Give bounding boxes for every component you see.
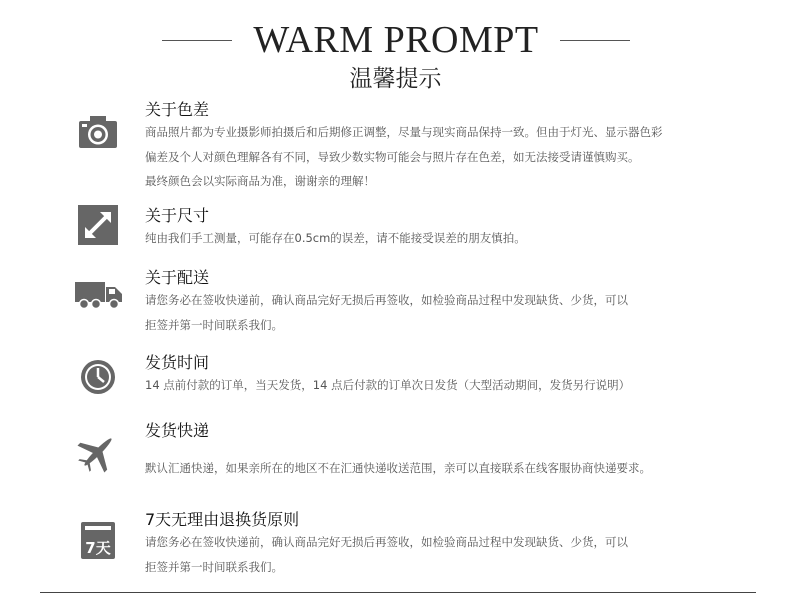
section-text-line: 偏差及个人对颜色理解各有不同，导致少数实物可能会与照片存在色差，如无法接受请谨慎购买。 (145, 150, 640, 164)
section-text-line: 最终颜色会以实际商品为准，谢谢亲的理解！ (145, 174, 375, 188)
bottom-divider (40, 592, 756, 593)
section-text-line: 纯由我们手工测量，可能存在0.5cm的误差，请不能接受误差的朋友慎拍。 (145, 231, 526, 245)
truck-icon (74, 272, 124, 316)
calendar-7-days-icon (76, 518, 120, 562)
section-text-line: 请您务必在签收快递前，确认商品完好无损后再签收，如检验商品过程中发现缺货、少货，可以 (145, 293, 628, 307)
section-heading: 关于尺寸 (145, 206, 210, 225)
header (0, 18, 791, 62)
clock-icon (76, 355, 120, 399)
section-text-line: 请您务必在签收快递前，确认商品完好无损后再签收，如检验商品过程中发现缺货、少货，可以 (145, 535, 628, 549)
page-title-cn: 温馨提示 (349, 66, 442, 92)
section-heading: 发货时间 (145, 353, 210, 372)
section-heading: 7天无理由退换货原则 (145, 510, 300, 529)
section-text-line: 默认汇通快递，如果亲所在的地区不在汇通快递收送范围，亲可以直接联系在线客服协商快递要求。 (145, 461, 651, 475)
section-heading: 关于配送 (145, 268, 210, 287)
title-divider-left (162, 40, 232, 41)
section-text-line: 商品照片都为专业摄影师拍摄后和后期修正调整，尽量与现实商品保持一致。但由于灯光、显示器色彩 (145, 125, 663, 139)
resize-arrow-icon (76, 203, 120, 247)
section-text-line: 拒签并第一时间联系我们。 (145, 560, 283, 574)
section-text-line: 拒签并第一时间联系我们。 (145, 318, 283, 332)
title-divider-right (560, 40, 630, 41)
page-title-en: WARM PROMPT (253, 19, 539, 61)
camera-icon (76, 110, 120, 154)
section-heading: 发货快递 (145, 421, 210, 440)
section-heading: 关于色差 (145, 100, 210, 119)
calendar-icon-label: 7天 (85, 539, 111, 557)
airplane-icon (76, 430, 120, 474)
section-text-line: 14 点前付款的订单，当天发货，14 点后付款的订单次日发货（大型活动期间，发货另行说明） (145, 378, 631, 392)
